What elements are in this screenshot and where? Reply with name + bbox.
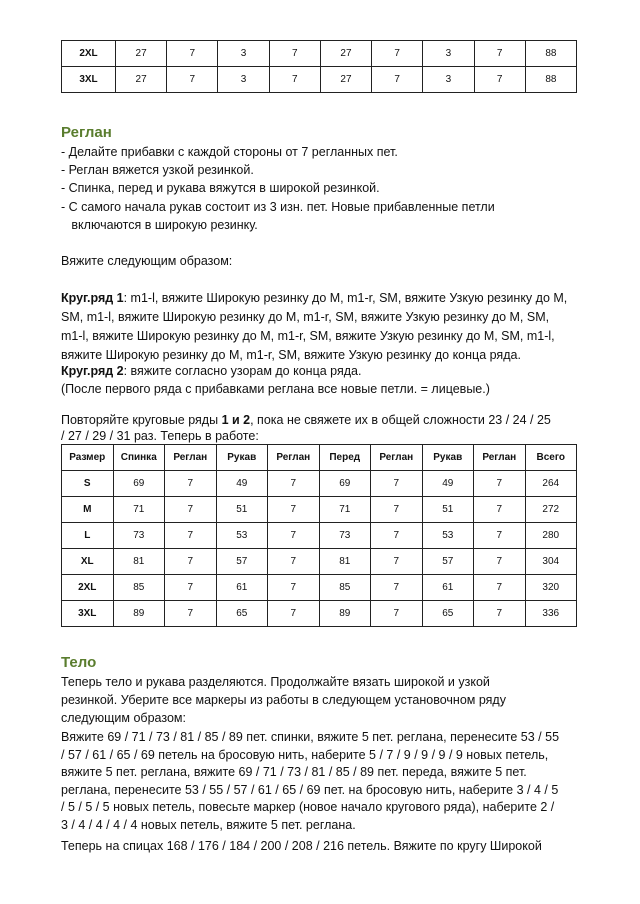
top-table [61, 40, 577, 93]
table-cell: 71 [113, 497, 165, 523]
raglan-bullet-5: включаются в широкую резинку. [61, 218, 258, 232]
table-cell: 49 [216, 471, 268, 497]
table-cell: 7 [268, 575, 320, 601]
table-cell: 7 [372, 41, 423, 67]
table-cell: 336 [525, 601, 577, 627]
table-cell: 3 [218, 41, 269, 67]
raglan-bullet-4: - С самого начала рукав состоит из 3 изн. пет. Новые прибавленные петли [61, 200, 495, 214]
raglan-row-2 [61, 362, 571, 380]
table-cell: 7 [474, 497, 526, 523]
raglan-bullet-3: - Спинка, перед и рукава вяжутся в широкой резинкой. [61, 181, 380, 195]
size-cell: S [62, 471, 114, 497]
table-row [62, 471, 577, 497]
size-cell: XL [62, 549, 114, 575]
table-cell: 7 [165, 523, 217, 549]
table-row [62, 41, 577, 67]
column-header: Реглан [268, 445, 320, 471]
raglan-repeat [61, 412, 551, 444]
table-cell: 7 [165, 549, 217, 575]
table-cell: 7 [269, 41, 320, 67]
raglan-bullet-2: - Реглан вяжется узкой резинкой. [61, 163, 254, 177]
repeat-rows: 1 и 2 [221, 413, 251, 427]
table-cell: 3 [423, 41, 474, 67]
size-cell: L [62, 523, 114, 549]
table-cell: 7 [371, 601, 423, 627]
table-cell: 7 [474, 575, 526, 601]
table-cell: 85 [113, 575, 165, 601]
column-header: Реглан [165, 445, 217, 471]
table-cell: 7 [371, 497, 423, 523]
table-cell: 272 [525, 497, 577, 523]
table-cell: 65 [422, 601, 474, 627]
body-para-2: Вяжите 69 / 71 / 73 / 81 / 85 / 89 пет. спинки, вяжите 5 пет. реглана, перенесите 53 / 55 / 57 / 61 / 65 / 69 петель на бросовую нить, наберите 5 / 7 / 9 / 9 / 9 / 9 новых петель, вяжите 5 пет. реглана, вяжите 69 / 71 / 73 / 81 / 85 / 89 пет. переда, вяжите 5 пет. реглана, перенесите 53 / 55 / 57 / 61 / 65 / 69 пет. на бросовую нить, наберите 3 / 4 / 5 / 5 / 5 / 5 новых петель, повесьте маркер (новое начало кругового ряда), наберите 2 / 3 / 4 / 4 / 4 / 4 новых петель, вяжите 5 пет. реглана. [61, 730, 560, 832]
table-row [62, 601, 577, 627]
table-cell: 7 [165, 497, 217, 523]
table-cell: 27 [116, 41, 167, 67]
column-header: Реглан [371, 445, 423, 471]
table-cell: 7 [474, 523, 526, 549]
size-cell: 2XL [62, 575, 114, 601]
table-cell: 3 [423, 67, 474, 93]
table-cell: 7 [474, 41, 525, 67]
table-row [62, 523, 577, 549]
table-cell: 7 [372, 67, 423, 93]
table-cell: 89 [319, 601, 371, 627]
column-header: Спинка [113, 445, 165, 471]
table-cell: 3 [218, 67, 269, 93]
table-cell: 88 [525, 41, 576, 67]
raglan-intro: Вяжите следующим образом: [61, 254, 233, 268]
size-table-header [62, 445, 577, 471]
table-cell: 7 [474, 601, 526, 627]
table-cell: 85 [319, 575, 371, 601]
size-cell: 3XL [62, 67, 116, 93]
row-1-text: : m1-l, вяжите Широкую резинку до М, m1-r, SM, вяжите Узкую резинку до М, SM, m1-l, вяжите Широкую резинку до М, m1-r, SM, вяжите Узкую резинку до М, SM, m1-l, вяжите Широкую резинку до М, m1-r, SM, вяжите Узкую резинку до М, SM, m1-l, вяжите Широкую резинку до М, m1-r, SM, вяжите Узкую резинку до конца ряда. [61, 291, 568, 362]
table-cell: 7 [268, 471, 320, 497]
column-header: Реглан [474, 445, 526, 471]
table-cell: 7 [371, 523, 423, 549]
table-cell: 7 [165, 601, 217, 627]
raglan-note: (После первого ряда с прибавками реглана все новые петли. = лицевые.) [61, 382, 490, 396]
repeat-text-a: Повторяйте круговые ряды [61, 413, 222, 427]
raglan-row-1 [61, 289, 573, 365]
table-cell: 65 [216, 601, 268, 627]
table-cell: 7 [371, 549, 423, 575]
table-cell: 7 [165, 575, 217, 601]
table-cell: 69 [319, 471, 371, 497]
table-cell: 7 [268, 523, 320, 549]
table-cell: 51 [216, 497, 268, 523]
table-cell: 73 [319, 523, 371, 549]
size-cell: M [62, 497, 114, 523]
table-cell: 320 [525, 575, 577, 601]
table-row [62, 497, 577, 523]
body-title: Тело [61, 654, 97, 671]
table-cell: 73 [113, 523, 165, 549]
table-cell: 27 [320, 67, 371, 93]
raglan-bullet-1: - Делайте прибавки с каждой стороны от 7 регланных пет. [61, 145, 398, 159]
table-cell: 7 [268, 497, 320, 523]
row-1-label: Круг.ряд 1 [61, 291, 124, 305]
table-cell: 71 [319, 497, 371, 523]
table-cell: 57 [422, 549, 474, 575]
column-header: Всего [525, 445, 577, 471]
table-cell: 27 [320, 41, 371, 67]
table-cell: 7 [474, 471, 526, 497]
table-cell: 88 [525, 67, 576, 93]
table-cell: 61 [422, 575, 474, 601]
table-cell: 7 [474, 67, 525, 93]
table-row [62, 575, 577, 601]
size-table [61, 444, 577, 627]
table-cell: 280 [525, 523, 577, 549]
table-cell: 264 [525, 471, 577, 497]
size-cell: 2XL [62, 41, 116, 67]
table-cell: 49 [422, 471, 474, 497]
table-cell: 7 [167, 67, 218, 93]
table-cell: 53 [422, 523, 474, 549]
row-2-text: : вяжите согласно узорам до конца ряда. [123, 364, 362, 378]
table-cell: 69 [113, 471, 165, 497]
row-2-label: Круг.ряд 2 [61, 364, 124, 378]
table-row [62, 549, 577, 575]
table-cell: 57 [216, 549, 268, 575]
table-cell: 7 [269, 67, 320, 93]
table-cell: 7 [268, 601, 320, 627]
table-cell: 51 [422, 497, 474, 523]
table-cell: 81 [113, 549, 165, 575]
table-cell: 27 [116, 67, 167, 93]
table-cell: 81 [319, 549, 371, 575]
table-cell: 7 [371, 575, 423, 601]
table-cell: 53 [216, 523, 268, 549]
body-para-1: Теперь тело и рукава разделяются. Продолжайте вязать широкой и узкой резинкой. Уберите все маркеры из работы в следующем установочном ряду следующим образом: [61, 675, 506, 725]
table-cell: 304 [525, 549, 577, 575]
table-cell: 89 [113, 601, 165, 627]
column-header: Рукав [422, 445, 474, 471]
table-cell: 7 [165, 471, 217, 497]
table-cell: 7 [268, 549, 320, 575]
repeat-text-c: , пока не свяжете их в общей сложности 23 / 24 / 25 / 27 / 29 / 31 раз. Теперь в работе: [61, 413, 551, 443]
column-header: Размер [62, 445, 114, 471]
table-cell: 61 [216, 575, 268, 601]
column-header: Перед [319, 445, 371, 471]
table-row [62, 67, 577, 93]
table-cell: 7 [371, 471, 423, 497]
column-header: Рукав [216, 445, 268, 471]
size-cell: 3XL [62, 601, 114, 627]
raglan-title: Реглан [61, 124, 112, 141]
table-cell: 7 [474, 549, 526, 575]
table-cell: 7 [167, 41, 218, 67]
body-para-3: Теперь на спицах 168 / 176 / 184 / 200 / 208 / 216 петель. Вяжите по кругу Широкой [61, 839, 542, 853]
